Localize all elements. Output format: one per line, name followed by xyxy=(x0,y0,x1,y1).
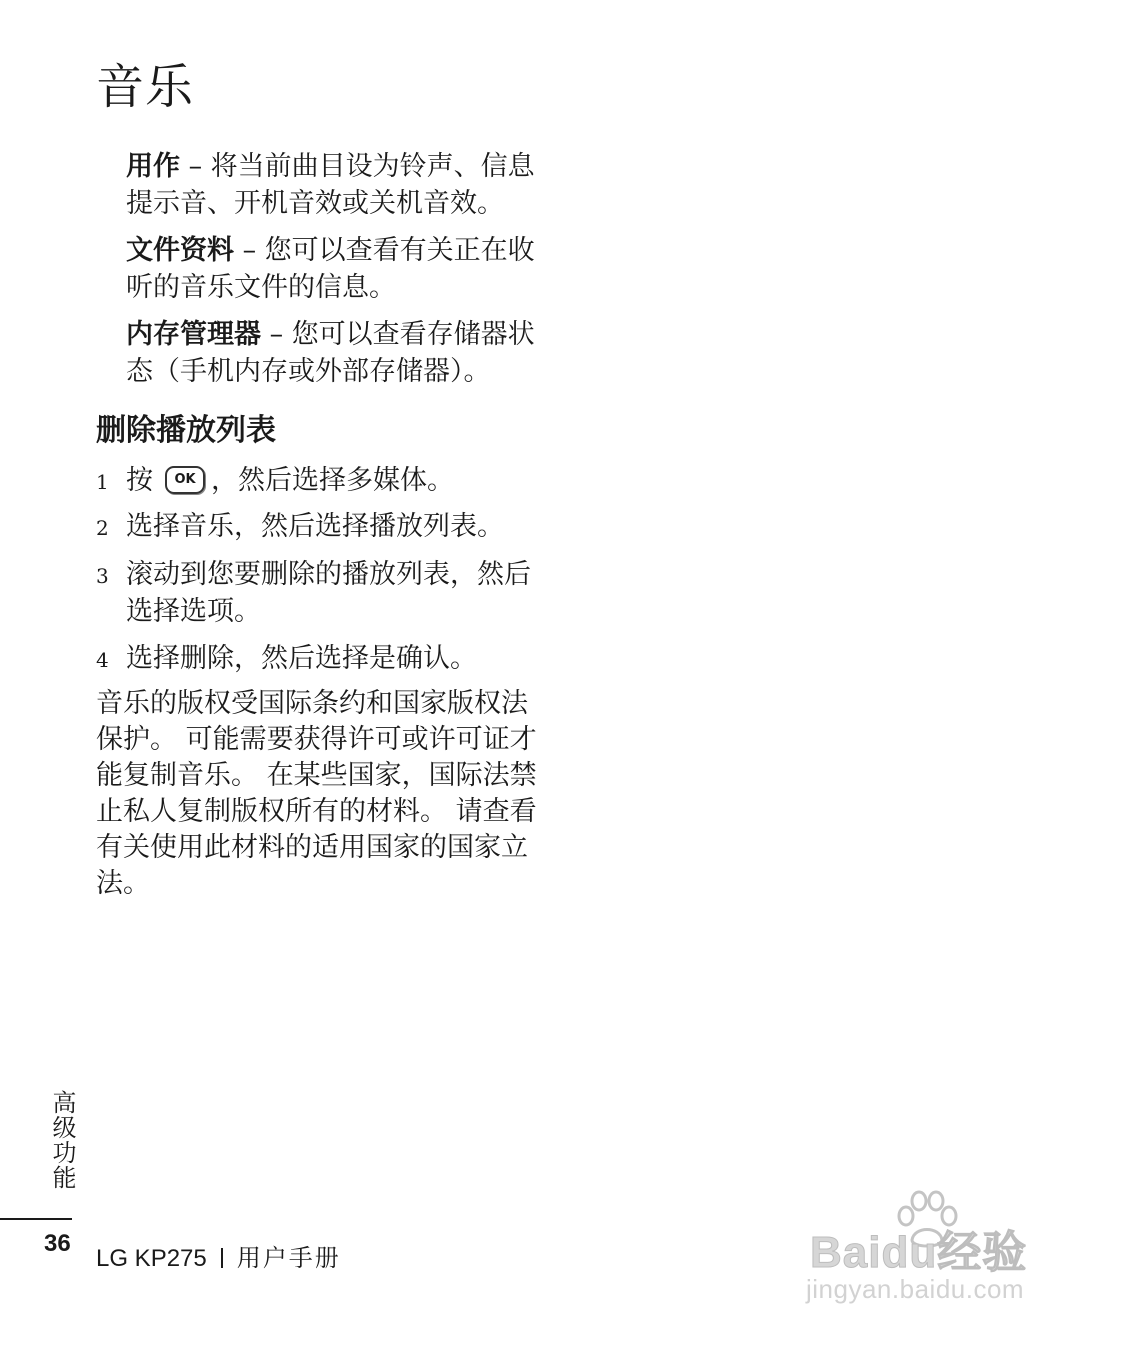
step-number: 4 xyxy=(96,648,109,672)
option-desc: – 您可以查看存储器状态（手机内存或外部存储器）。 xyxy=(126,319,535,387)
step-item xyxy=(96,508,556,545)
option-term: 文件资料 xyxy=(126,235,234,266)
step-text: 滚动到您要删除的播放列表，然后选择选项。 xyxy=(126,559,531,627)
watermark xyxy=(800,1190,1070,1320)
option-file-info xyxy=(126,232,546,306)
page-number: 36 xyxy=(44,1230,71,1257)
side-divider xyxy=(0,1218,72,1220)
step-number: 2 xyxy=(96,516,109,540)
option-term: 用作 xyxy=(126,151,180,182)
watermark-url: jingyan.baidu.com xyxy=(806,1274,1025,1304)
page-title: 音乐 xyxy=(96,59,195,115)
step-text-before: 按 xyxy=(126,465,153,496)
step-item xyxy=(96,462,556,499)
chapter-side-tab: 高级功能 xyxy=(48,1090,76,1190)
step-item xyxy=(96,640,556,677)
step-number: 3 xyxy=(96,564,109,588)
option-use-as xyxy=(126,148,546,222)
watermark-logo: Baidu经验 xyxy=(810,1228,1028,1277)
step-text-after: ，然后选择多媒体。 xyxy=(211,465,454,496)
option-memory-manager xyxy=(126,316,546,390)
option-term: 内存管理器 xyxy=(126,319,261,350)
section-heading: 删除播放列表 xyxy=(96,413,276,448)
step-text: 选择删除，然后选择是确认。 xyxy=(126,643,477,674)
copyright-note: 音乐的版权受国际条约和国家版权法保护。 可能需要获得许可或许可证才能复制音乐。 在某些国家，国际法禁止私人复制版权所有的材料。 请查看有关使用此材料的适用国家的国家立法。 xyxy=(96,688,537,899)
footer-separator xyxy=(221,1248,223,1268)
step-item xyxy=(96,556,556,630)
option-desc: – 将当前曲目设为铃声、信息提示音、开机音效或关机音效。 xyxy=(126,151,535,219)
footer-brand: LG KP275 xyxy=(96,1245,207,1272)
step-text xyxy=(126,462,556,499)
step-text: 选择音乐，然后选择播放列表。 xyxy=(126,511,504,542)
footer xyxy=(96,1238,341,1273)
step-number: 1 xyxy=(96,470,109,494)
footer-manual: 用户手册 xyxy=(236,1244,341,1272)
option-desc: – 您可以查看有关正在收听的音乐文件的信息。 xyxy=(126,235,535,303)
ok-key-icon: OK xyxy=(165,466,205,494)
